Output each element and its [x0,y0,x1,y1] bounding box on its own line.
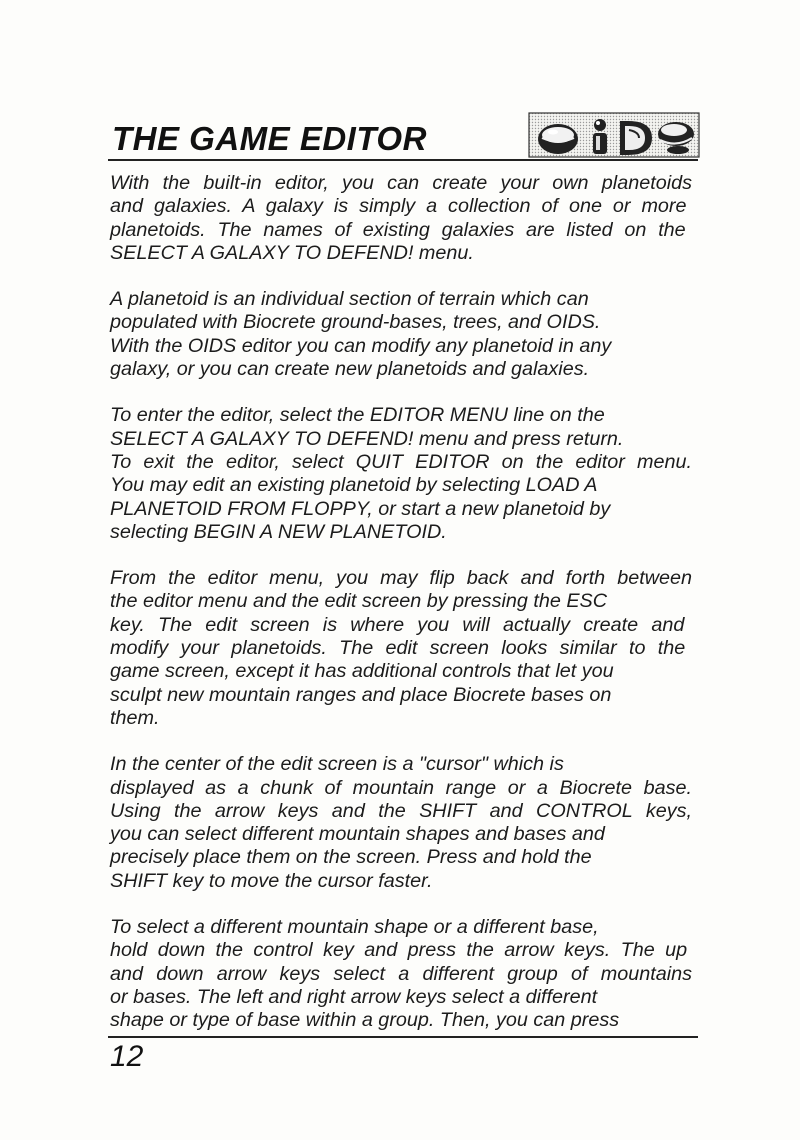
text-line: hold down the control key and press the arrow keys. The up [110,939,688,962]
text-line: With the OIDS editor you can modify any planetoid in any [110,334,612,357]
footer-rule [108,1036,698,1038]
text-line: To select a different mountain shape or a different base, [110,916,599,939]
text-line: and down arrow keys select a different group of mountains [110,962,692,985]
text-line: modify your planetoids. The edit screen looks similar to the [110,637,686,660]
text-line: or bases. The left and right arrow keys select a different [110,985,598,1008]
text-line: game screen, except it has additional controls that let you [110,660,614,683]
oids-logo-icon [528,112,700,158]
paragraph [110,753,692,893]
text-line: From the editor menu, you may flip back and forth between [110,567,692,590]
text-line: the editor menu and the edit screen by pressing the ESC [110,590,608,613]
text-line: SELECT A GALAXY TO DEFEND! menu and press return. [110,427,624,450]
text-line: A planetoid is an individual section of terrain which can [110,288,589,311]
text-line: You may edit an existing planetoid by selecting LOAD A [110,474,598,497]
text-line: selecting BEGIN A NEW PLANETOID. [110,520,447,543]
text-line: sculpt new mountain ranges and place Biocrete bases on [110,683,612,706]
page-header [108,112,698,160]
text-line: precisely place them on the screen. Press and hold the [110,846,592,869]
text-line: SHIFT key to move the cursor faster. [110,869,433,892]
text-line: galaxy, or you can create new planetoids and galaxies. [110,358,590,381]
paragraph [110,404,692,544]
text-line: key. The edit screen is where you will actually create and [110,613,685,636]
page-number: 12 [110,1040,144,1073]
text-line: In the center of the edit screen is a "cursor" which is [110,753,564,776]
text-line: SELECT A GALAXY TO DEFEND! menu. [110,241,474,264]
text-line: planetoids. The names of existing galaxies are listed on the [110,218,686,241]
text-line: you can select different mountain shapes and bases and [110,823,605,846]
body-text [110,172,692,1056]
text-line: shape or type of base within a group. Then, you can press [110,1009,620,1032]
page-title: THE GAME EDITOR [112,120,427,157]
text-line: Using the arrow keys and the SHIFT and CONTROL keys, [110,799,692,822]
paragraph [110,916,692,1032]
text-line: displayed as a chunk of mountain range or a Biocrete base. [110,776,692,799]
text-line: PLANETOID FROM FLOPPY, or start a new planetoid by [110,497,611,520]
paragraph [110,567,692,730]
text-line: them. [110,706,160,729]
text-line: With the built-in editor, you can create your own planetoids [110,172,692,194]
text-line: To enter the editor, select the EDITOR MENU line on the [110,404,605,427]
paragraph [110,172,692,265]
text-line: and galaxies. A galaxy is simply a collection of one or more [110,195,687,218]
header-rule [108,159,698,161]
text-line: To exit the editor, select QUIT EDITOR on the editor menu. [110,450,692,473]
paragraph [110,288,692,381]
text-line: populated with Biocrete ground-bases, trees, and OIDS. [110,311,601,334]
